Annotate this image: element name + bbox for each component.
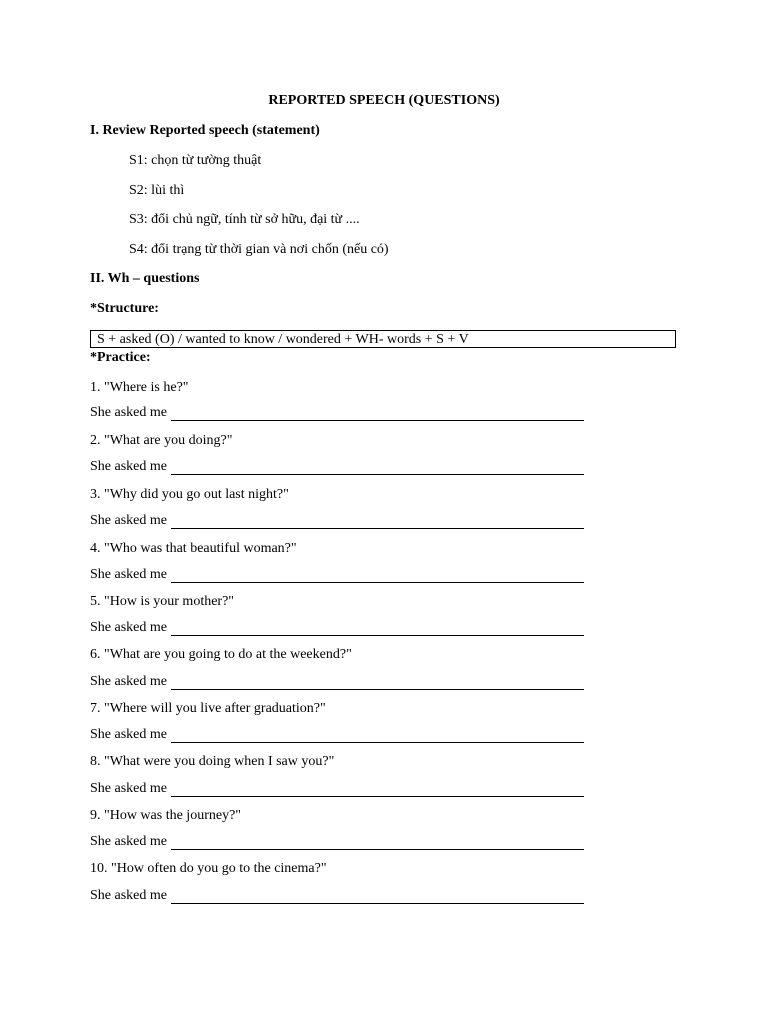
answer-prompt: She asked me	[90, 513, 167, 528]
answer-prompt: She asked me	[90, 781, 167, 796]
answer-blank[interactable]	[171, 621, 584, 636]
question-5: 5. "How is your mother?"	[90, 594, 235, 609]
answer-blank[interactable]	[171, 728, 584, 743]
answer-blank[interactable]	[171, 460, 584, 475]
answer-prompt: She asked me	[90, 834, 167, 849]
answer-prompt: She asked me	[90, 459, 167, 474]
answer-prompt: She asked me	[90, 405, 167, 420]
question-3: 3. "Why did you go out last night?"	[90, 487, 289, 502]
answer-line-4[interactable]	[90, 567, 584, 583]
question-1: 1. "Where is he?"	[90, 380, 189, 395]
answer-prompt: She asked me	[90, 674, 167, 689]
step-3: S3: đổi chủ ngữ, tính từ sở hữu, đại từ ....	[129, 212, 360, 227]
step-1: S1: chọn từ tường thuật	[129, 153, 262, 168]
answer-line-1[interactable]	[90, 405, 584, 421]
answer-blank[interactable]	[171, 675, 584, 690]
practice-label: *Practice:	[90, 350, 151, 365]
question-2: 2. "What are you doing?"	[90, 433, 233, 448]
question-8: 8. "What were you doing when I saw you?"	[90, 754, 335, 769]
section-heading-review: I. Review Reported speech (statement)	[90, 123, 320, 138]
question-7: 7. "Where will you live after graduation?"	[90, 701, 326, 716]
step-2: S2: lùi thì	[129, 183, 185, 198]
answer-line-9[interactable]	[90, 834, 584, 850]
question-10: 10. "How often do you go to the cinema?"	[90, 861, 327, 876]
question-6: 6. "What are you going to do at the weekend?"	[90, 647, 352, 662]
answer-blank[interactable]	[171, 889, 584, 904]
answer-prompt: She asked me	[90, 567, 167, 582]
answer-line-3[interactable]	[90, 513, 584, 529]
answer-blank[interactable]	[171, 568, 584, 583]
answer-blank[interactable]	[171, 835, 584, 850]
question-4: 4. "Who was that beautiful woman?"	[90, 541, 297, 556]
answer-blank[interactable]	[171, 406, 584, 421]
structure-formula-box: S + asked (O) / wanted to know / wondered + WH- words + S + V	[90, 330, 676, 348]
answer-prompt: She asked me	[90, 888, 167, 903]
answer-line-2[interactable]	[90, 459, 584, 475]
question-9: 9. "How was the journey?"	[90, 808, 242, 823]
answer-blank[interactable]	[171, 514, 584, 529]
answer-line-5[interactable]	[90, 620, 584, 636]
answer-line-6[interactable]	[90, 674, 584, 690]
answer-blank[interactable]	[171, 782, 584, 797]
step-4: S4: đổi trạng từ thời gian và nơi chốn (nếu có)	[129, 242, 389, 257]
page-title: REPORTED SPEECH (QUESTIONS)	[268, 93, 500, 108]
structure-label: *Structure:	[90, 301, 159, 316]
answer-prompt: She asked me	[90, 727, 167, 742]
answer-line-10[interactable]	[90, 888, 584, 904]
section-heading-wh-questions: II. Wh – questions	[90, 271, 200, 286]
answer-line-8[interactable]	[90, 781, 584, 797]
answer-line-7[interactable]	[90, 727, 584, 743]
answer-prompt: She asked me	[90, 620, 167, 635]
